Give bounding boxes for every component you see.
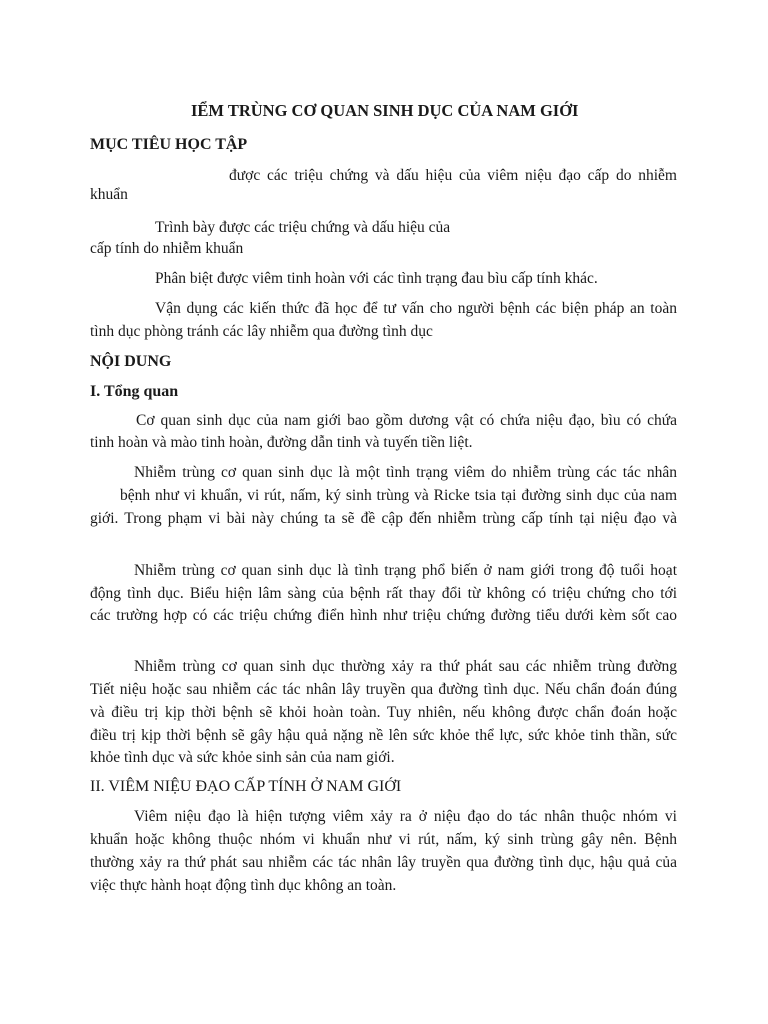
content-heading: NỘI DUNG (90, 353, 172, 370)
objectives-heading: MỤC TIÊU HỌC TẬP (90, 136, 248, 153)
s1-p3-line-3: các trường hợp có các triệu chứng điển hình như triệu chứng đường tiểu dưới kèm sốt cao (90, 607, 677, 624)
s1-p1-line-1: Cơ quan sinh dục của nam giới bao gồm dương vật có chứa niệu đạo, bìu có chứa (136, 412, 677, 429)
section-2-heading: II. VIÊM NIỆU ĐẠO CẤP TÍNH Ở NAM GIỚI (90, 778, 402, 795)
s2-p1-line-4: việc thực hành hoạt động tình dục không an toàn. (90, 877, 397, 894)
s2-p1-line-2: khuẩn hoặc không thuộc nhóm vi khuẩn như vi rút, nấm, ký sinh trùng gây nên. Bệnh (90, 831, 677, 848)
s1-p3-line-2: động tình dục. Biểu hiện lâm sàng của bệnh rất thay đổi từ không có triệu chứng cho tới (90, 585, 677, 602)
objective-2-line-2: cấp tính do nhiễm khuẩn (90, 240, 244, 257)
s1-p1-line-2: tinh hoàn và mào tinh hoàn, đường dẫn tinh và tuyến tiền liệt. (90, 434, 473, 451)
s1-p4-line-3: và điều trị kịp thời bệnh sẽ khỏi hoàn toàn. Tuy nhiên, nếu không được chẩn đoán hoặc (90, 704, 677, 721)
s1-p4-line-2: Tiết niệu hoặc sau nhiễm các tác nhân lây truyền qua đường tình dục. Nếu chẩn đoán đúng (90, 681, 677, 698)
s1-p4-line-1: Nhiễm trùng cơ quan sinh dục thường xảy ra thứ phát sau các nhiễm trùng đường (134, 658, 677, 675)
s1-p2-line-2: bệnh như vi khuẩn, vi rút, nấm, ký sinh trùng và Ricke tsia tại đường sinh dục của nam (120, 487, 677, 504)
section-1-heading: I. Tổng quan (90, 383, 179, 400)
s1-p3-line-1: Nhiễm trùng cơ quan sinh dục là tình trạng phổ biến ở nam giới trong độ tuổi hoạt (134, 562, 677, 579)
objective-1-line-1: được các triệu chứng và dấu hiệu của viêm niệu đạo cấp do nhiễm (229, 167, 677, 184)
objective-2-line-1: Trình bày được các triệu chứng và dấu hiệu của (155, 219, 451, 236)
s1-p4-line-5: khỏe tình dục và sức khỏe sinh sản của nam giới. (90, 749, 395, 766)
s1-p2-line-1: Nhiễm trùng cơ quan sinh dục là một tình trạng viêm do nhiễm trùng các tác nhân (134, 464, 677, 481)
objective-4-line-1: Vận dụng các kiến thức đã học để tư vấn cho người bệnh các biện pháp an toàn (155, 300, 677, 317)
objective-3-line-1: Phân biệt được viêm tinh hoàn với các tình trạng đau bìu cấp tính khác. (155, 270, 598, 287)
objective-4-line-2: tình dục phòng tránh các lây nhiễm qua đường tình dục (90, 323, 433, 340)
objective-1-line-2: khuẩn (90, 186, 128, 203)
s2-p1-line-3: thường xảy ra thứ phát sau nhiễm các tác nhân lây truyền qua đường tình dục, hậu quả của (90, 854, 677, 871)
document-title: IỂM TRÙNG CƠ QUAN SINH DỤC CỦA NAM GIỚI (191, 101, 579, 120)
s1-p4-line-4: điều trị kịp thời bệnh sẽ gây hậu quả nặng nề lên sức khỏe thể lực, sức khỏe tinh thần, sức (90, 727, 677, 744)
s2-p1-line-1: Viêm niệu đạo là hiện tượng viêm xảy ra ở niệu đạo do tác nhân thuộc nhóm vi (134, 808, 677, 825)
s1-p2-line-3: giới. Trong phạm vi bài này chúng ta sẽ đề cập đến nhiễm trùng cấp tính tại niệu đạo và (90, 510, 677, 527)
